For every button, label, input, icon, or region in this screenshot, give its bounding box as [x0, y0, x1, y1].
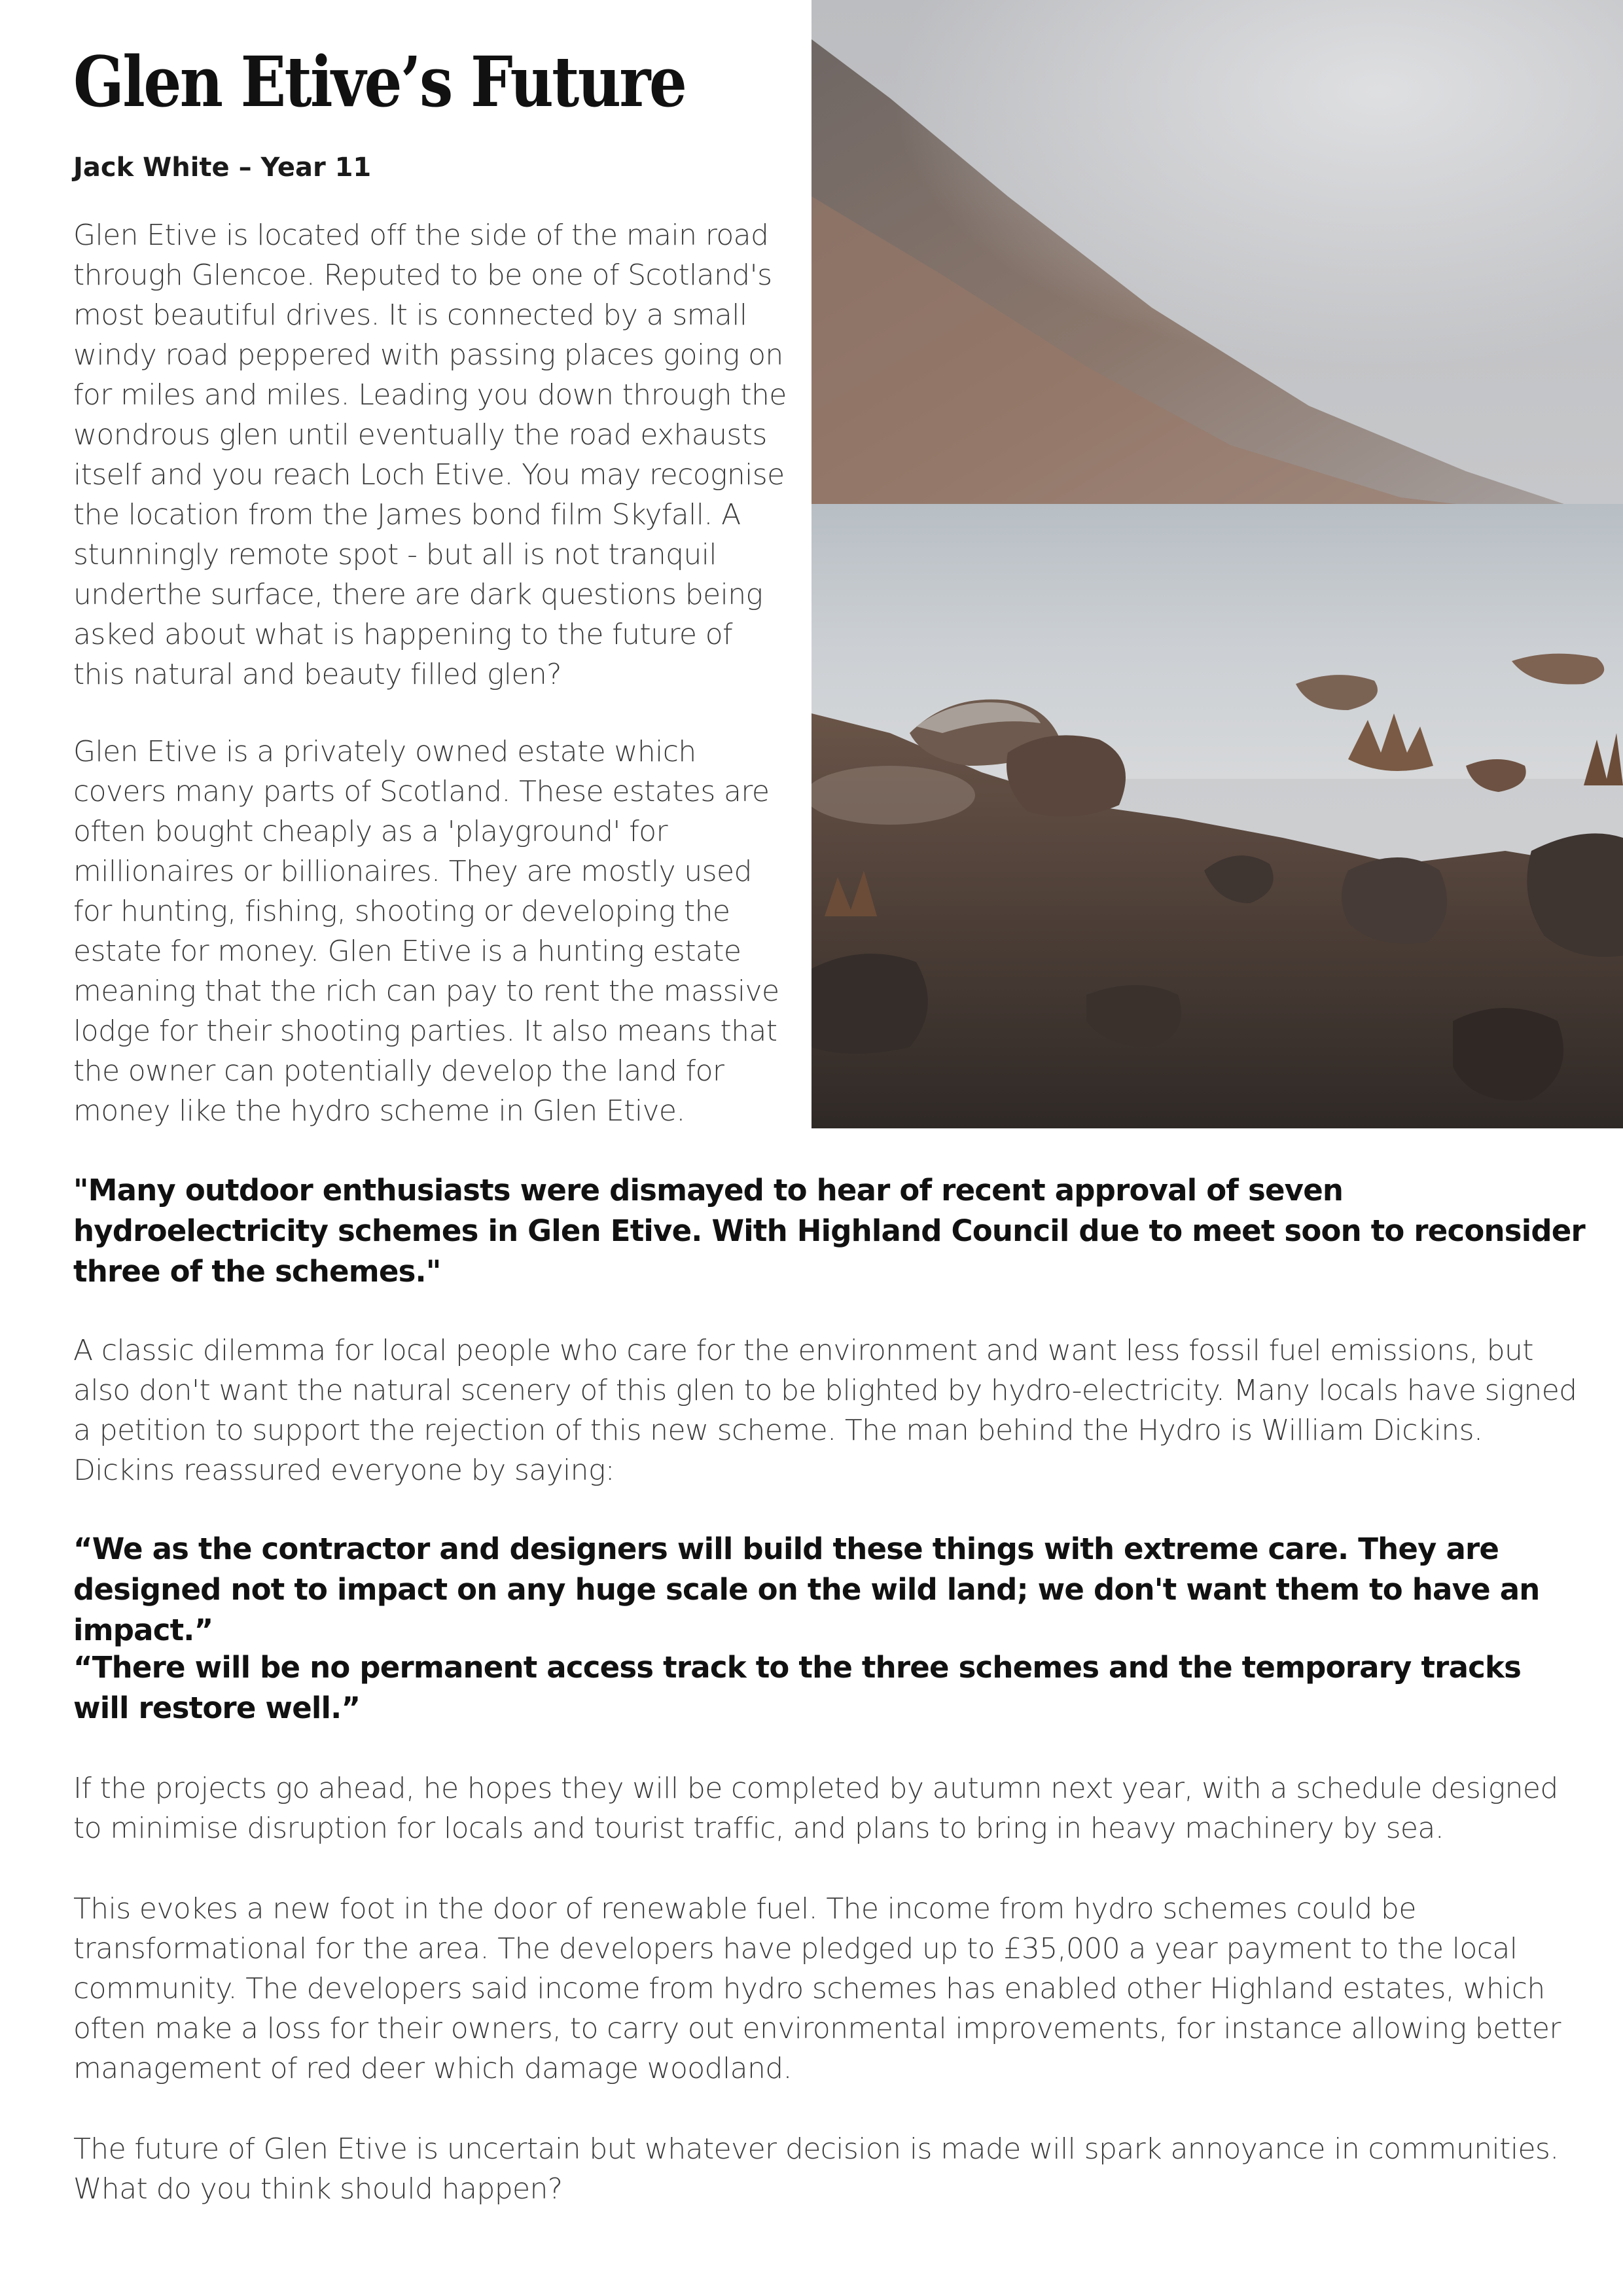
rock: [812, 954, 928, 1054]
conclusion-paragraph: The future of Glen Etive is uncertain but whatever decision is made will spark annoyance in communities. What do you think should happen?: [73, 2132, 1559, 2206]
schedule-paragraph: If the projects go ahead, he hopes they will be completed by autumn next year, with a schedule designed to minimise disruption for locals and tourist traffic, and plans to bring in heavy machinery by sea.: [73, 1772, 1558, 1845]
pull-quote-approval: "Many outdoor enthusiasts were dismayed to hear of recent approval of seven hydroelectricity schemes in Glen Etive. With Highland Council due to meet soon to reconsider three of the schemes.": [73, 1173, 1585, 1289]
income-paragraph: This evokes a new foot in the door of renewable fuel. The income from hydro schemes could be transformational for the area. The developers have pledged up to £35,000 a year payment to the local community. The developers said income from hydro schemes has enabled other Highland estates, which often make a loss for their owners, to carry out environmental improvements, for instance allowing better management of red deer which damage woodland.: [73, 1892, 1561, 2085]
author-byline: Jack White – Year 11: [73, 152, 372, 183]
article-title: Glen Etive’s Future: [73, 41, 686, 122]
dickins-quote-care: “We as the contractor and designers will build these things with extreme care. They are designed not to impact on any huge scale on the wild land; we don't want them to have an impact.”: [73, 1532, 1540, 1647]
estate-paragraph: Glen Etive is a privately owned estate which covers many parts of Scotland. These estates are often bought cheaply as a 'playground' for millionaires or billionaires. They are mostly used for hunting, fishing, shooting or developing the estate for money. Glen Etive is a hunting estate meaning that the rich can pay to rent the massive lodge for their shooting parties. It also means that the owner can potentially develop the land for money like the hydro scheme in Glen Etive.: [73, 735, 779, 1128]
dilemma-paragraph: A classic dilemma for local people who care for the environment and want less fossil fuel emissions, but also don't want the natural scenery of this glen to be blighted by hydro-electricity. Many locals have signed a petition to support the rejection of this new scheme. The man behind the Hydro is William Dickins. Dickins reassured everyone by saying:: [73, 1334, 1577, 1487]
intro-paragraph: Glen Etive is located off the side of the main road through Glencoe. Reputed to be one of Scotland's most beautiful drives. It is connected by a small windy road peppered with passing places going on for miles and miles. Leading you down through the wondrous glen until eventually the road exhausts itself and you reach Loch Etive. You may recognise the location from the James bond film Skyfall. A stunningly remote spot - but all is not tranquil underthe surface, there are dark questions being asked about what is happening to the future of this natural and beauty filled glen?: [73, 219, 787, 691]
dickins-quote-tracks: “There will be no permanent access track to the three schemes and the temporary tracks will restore well.”: [73, 1650, 1522, 1725]
rock: [1007, 735, 1126, 817]
rock: [1453, 1008, 1563, 1100]
loch-etive-photo: [812, 0, 1623, 1128]
